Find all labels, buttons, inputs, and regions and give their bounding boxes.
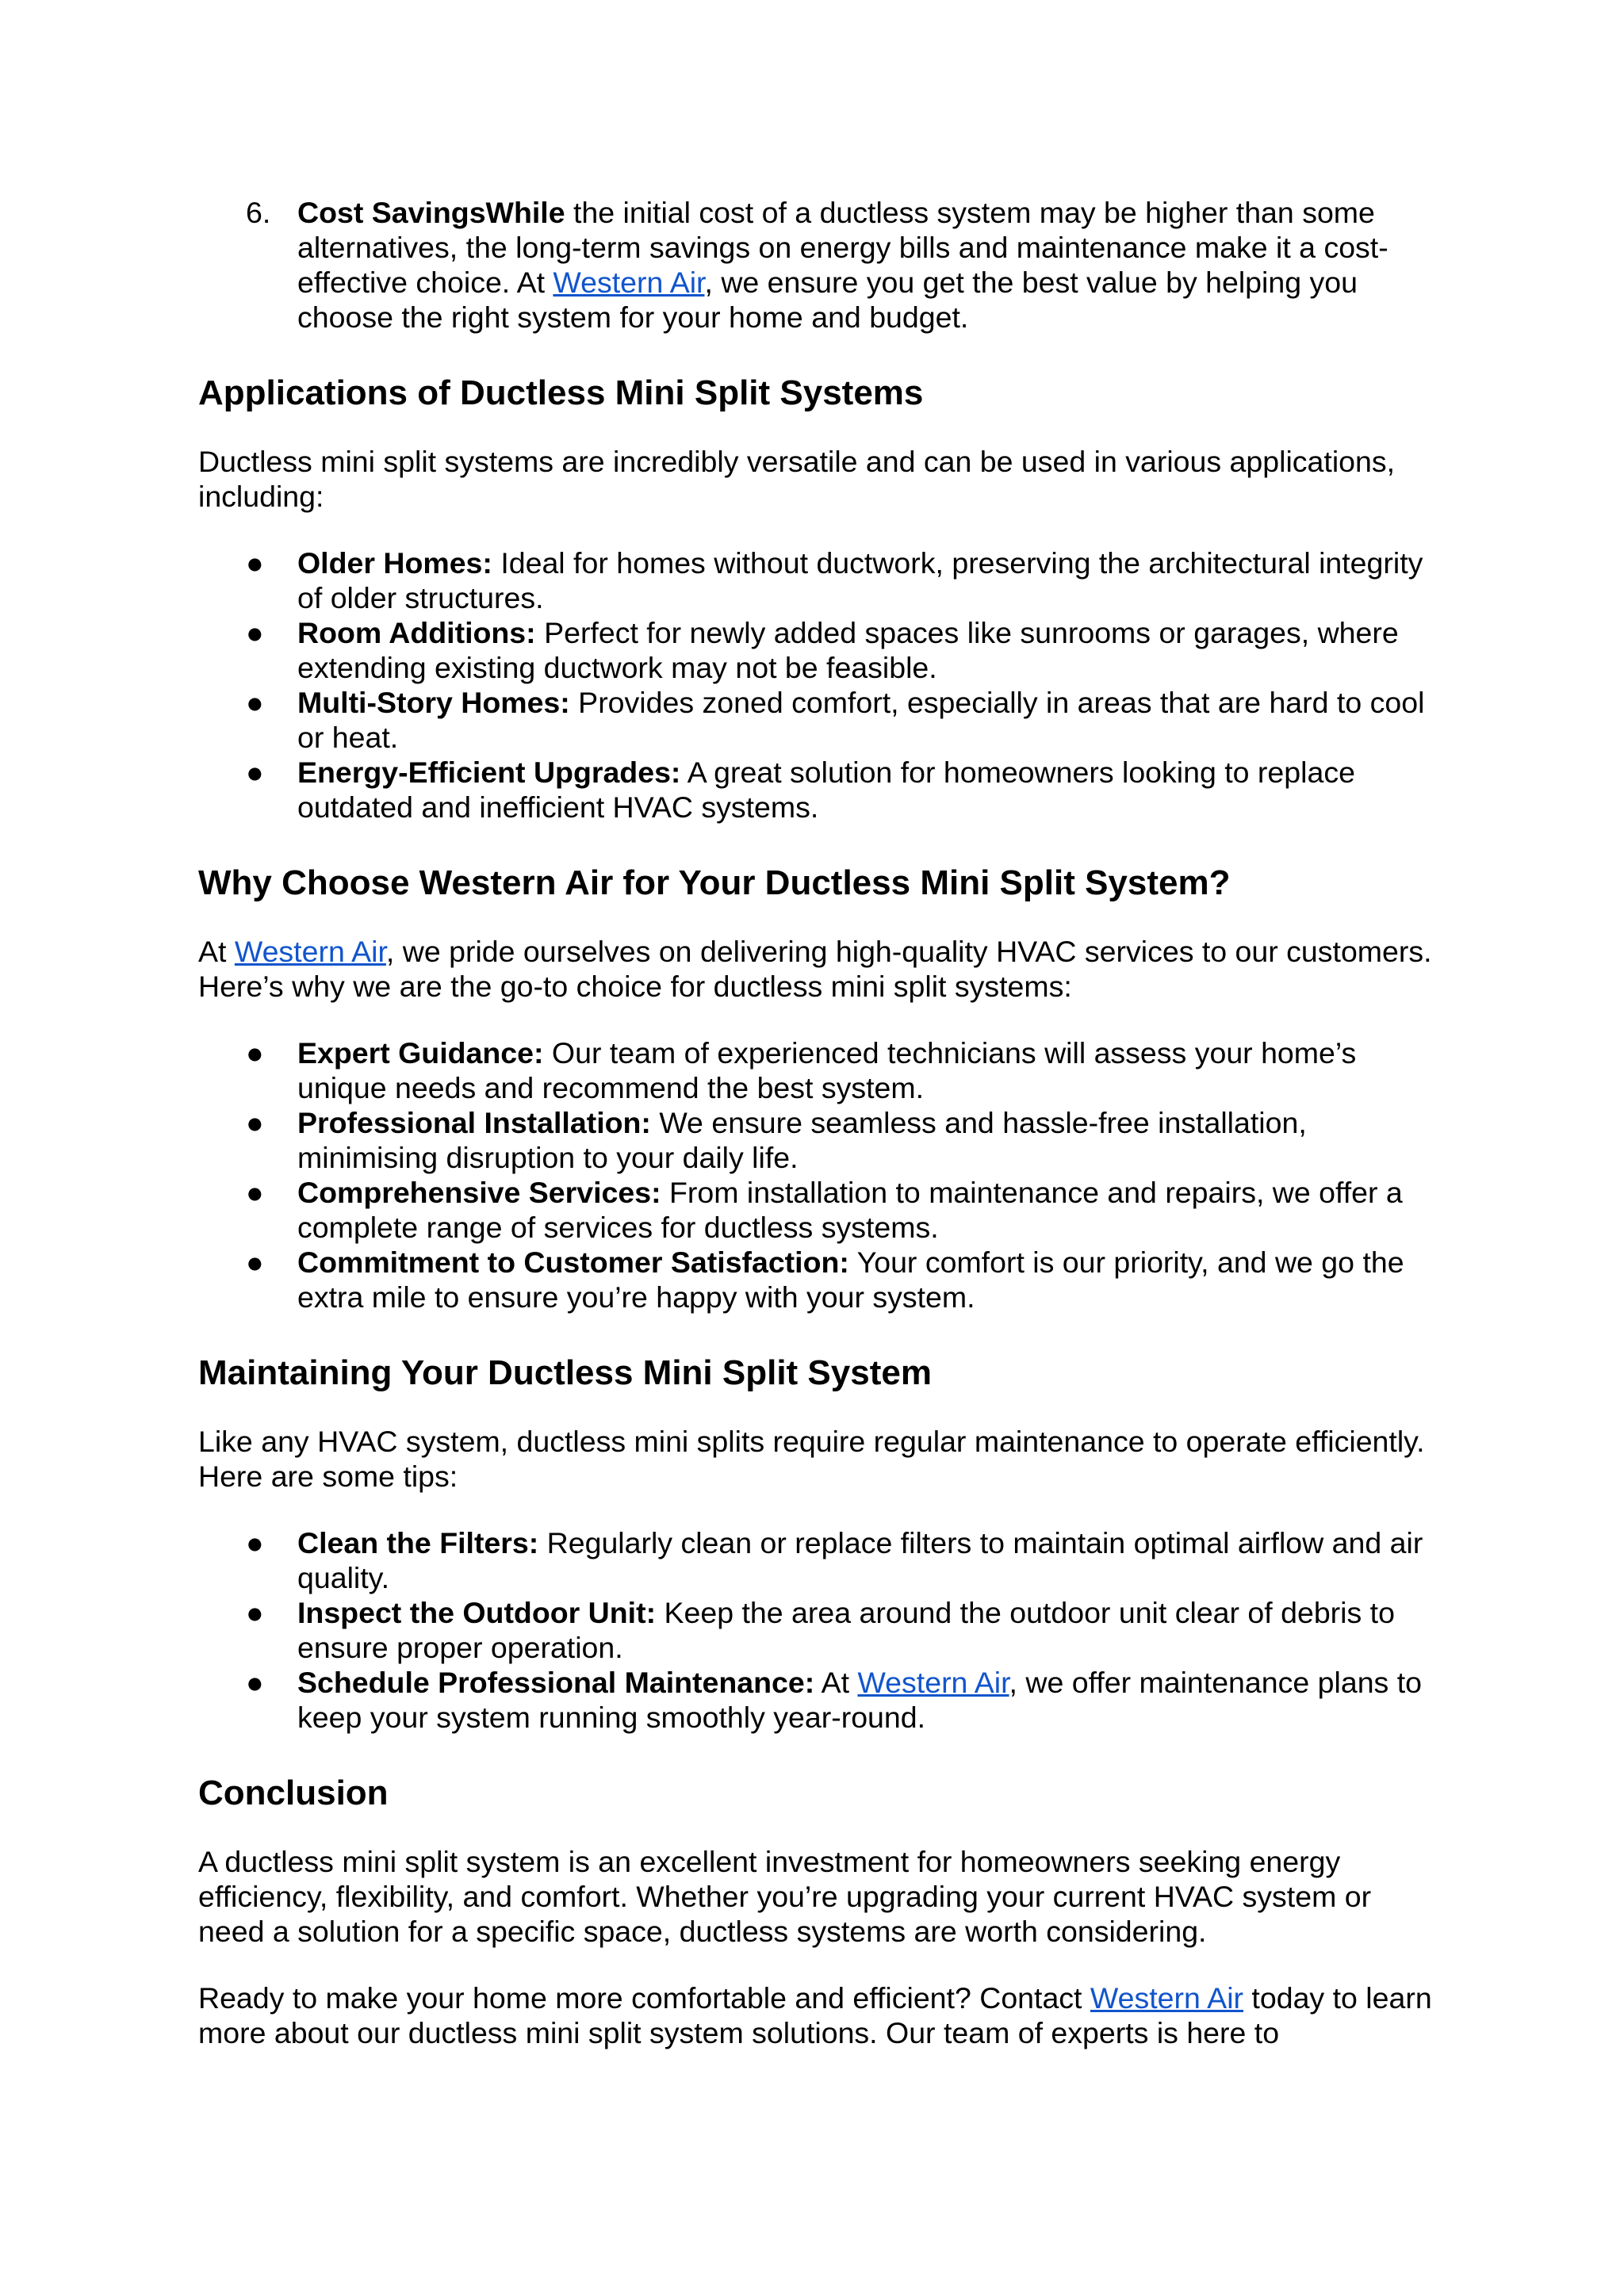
why-intro: At Western Air, we pride ourselves on delivering high-quality HVAC services to our customers. Here’s why we are the go-to choice for ductless mini split systems: — [198, 935, 1432, 1003]
list-item-title: Cost SavingsWhile — [297, 196, 565, 229]
document-content — [198, 195, 1435, 2050]
list-item: ● Expert Guidance: Our team of experienced technicians will assess your home’s unique needs and recommend the best system. — [246, 1036, 1357, 1104]
list-item: ● Clean the Filters: Regularly clean or replace filters to maintain optimal airflow and air quality. — [246, 1526, 1423, 1594]
heading-why-choose: Why Choose Western Air for Your Ductless Mini Split System? — [198, 863, 1231, 902]
bullet-icon: ● — [246, 1036, 264, 1070]
list-item: ● Comprehensive Services: From installation to maintenance and repairs, we offer a complete range of services for ductless systems. — [246, 1176, 1403, 1244]
bullet-icon: ● — [246, 1526, 264, 1559]
list-item-cost-savings: 6. Cost SavingsWhile the initial cost of a ductless system may be higher than some alternatives, the long-term savings on energy bills and maintenance make it a cost-effective choice. At Western Air, we ensure you get the best value by helping you choose the right system for your home and budget. — [246, 196, 1388, 334]
bullet-icon: ● — [246, 756, 264, 789]
western-air-link[interactable]: Western Air — [857, 1666, 1009, 1699]
list-item: ● Room Additions: Perfect for newly added spaces like sunrooms or garages, where extending existing ductwork may not be feasible. — [246, 616, 1399, 684]
bullet-icon: ● — [246, 1666, 264, 1699]
conclusion-para-1: A ductless mini split system is an excellent investment for homeowners seeking energy efficiency, flexibility, and comfort. Whether you’re upgrading your current HVAC system or need a solution for a specific space, ductless systems are worth considering. — [198, 1845, 1372, 1948]
list-item: ● Older Homes: Ideal for homes without ductwork, preserving the architectural integrity of older structures. — [246, 546, 1423, 614]
applications-intro: Ductless mini split systems are incredibly versatile and can be used in various applications, including: — [198, 445, 1396, 513]
bullet-icon: ● — [246, 1106, 264, 1139]
maintaining-intro: Like any HVAC system, ductless mini splits require regular maintenance to operate efficiently. Here are some tips: — [198, 1425, 1425, 1493]
western-air-link[interactable]: Western Air — [234, 935, 386, 968]
bullet-icon: ● — [246, 546, 264, 580]
list-number: 6. — [246, 196, 271, 229]
western-air-link[interactable]: Western Air — [1090, 1981, 1244, 2015]
heading-applications: Applications of Ductless Mini Split Systems — [198, 373, 924, 412]
list-item: ● Energy-Efficient Upgrades: A great solution for homeowners looking to replace outdated and inefficient HVAC systems. — [246, 756, 1355, 824]
conclusion-para-2: Ready to make your home more comfortable and efficient? Contact Western Air today to learn more about our ductless mini split system solutions. Our team of experts is here to — [198, 1981, 1432, 2049]
list-item: ● Professional Installation: We ensure seamless and hassle-free installation, minimising disruption to your daily life. — [246, 1106, 1307, 1174]
bullet-icon: ● — [246, 686, 264, 719]
list-item: ● Inspect the Outdoor Unit: Keep the area around the outdoor unit clear of debris to ensure proper operation. — [246, 1596, 1395, 1664]
bullet-icon: ● — [246, 1176, 264, 1209]
bullet-icon: ● — [246, 1246, 264, 1279]
list-item: ● Commitment to Customer Satisfaction: Your comfort is our priority, and we go the extra mile to ensure you’re happy with your system. — [246, 1246, 1404, 1314]
list-item: ● Schedule Professional Maintenance: At Western Air, we offer maintenance plans to keep your system running smoothly year-round. — [246, 1666, 1422, 1734]
western-air-link[interactable]: Western Air — [553, 266, 705, 299]
applications-list — [198, 545, 1435, 825]
maintaining-list — [198, 1525, 1435, 1735]
list-item: ● Multi-Story Homes: Provides zoned comfort, especially in areas that are hard to cool or heat. — [246, 686, 1425, 754]
why-list — [198, 1035, 1435, 1314]
numbered-list — [198, 195, 1435, 335]
bullet-icon: ● — [246, 1596, 264, 1629]
heading-conclusion: Conclusion — [198, 1774, 389, 1812]
bullet-icon: ● — [246, 616, 264, 649]
heading-maintaining: Maintaining Your Ductless Mini Split System — [198, 1353, 932, 1392]
